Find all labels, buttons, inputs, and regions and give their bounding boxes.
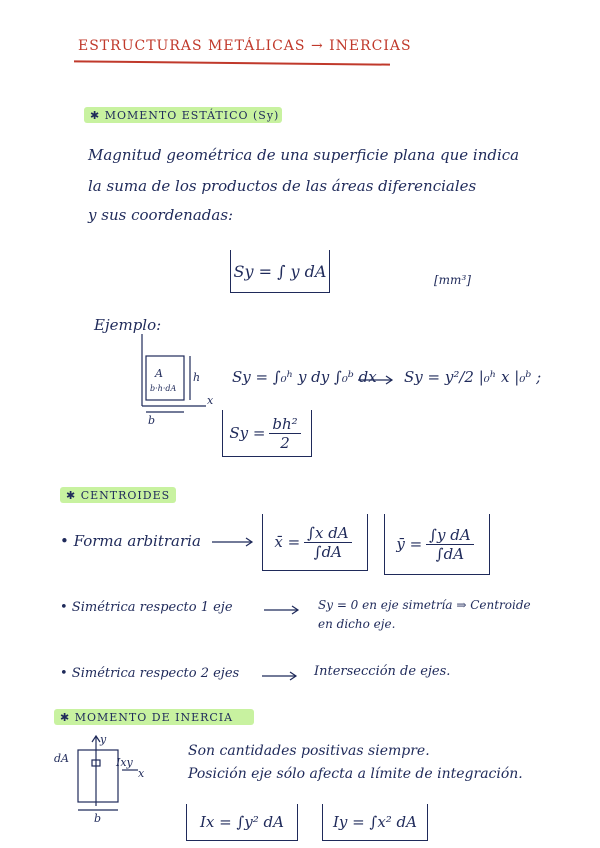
example-result-num: bh² [269,415,300,434]
inertia-dim-b: b [94,812,102,825]
centroid-y-lhs: ȳ = [396,535,423,553]
static-moment-desc-2: la suma de los productos de las áreas diferenciales [88,177,477,195]
page-title: ESTRUCTURAS METÁLICAS → INERCIAS [78,38,412,54]
centroid-item-arbitrary: • Forma arbitraria [60,532,201,550]
example-result-box [222,410,312,457]
static-moment-heading: ✱ MOMENTO ESTÁTICO (Sy) [90,109,280,122]
example-rectangle-diagram [138,334,218,424]
example-evaluation: Sy = y²/2 |₀ʰ x |₀ᵇ ; [404,368,542,386]
inertia-label-x: x [138,767,145,780]
centroid-x-box [262,514,368,571]
centroid-y-den: ∫dA [435,544,465,563]
inertia-label-y: y [100,733,107,746]
example-dim-b: b [148,414,156,427]
centroid-x-lhs: x̄ = [274,533,301,551]
centroid-x-num: ∫x dA [304,524,351,543]
title-underline [74,60,390,65]
inertia-heading: ✱ MOMENTO DE INERCIA [60,711,234,724]
example-label: Ejemplo: [94,316,162,334]
inertia-label-Ixy: Ixy [116,756,133,769]
static-moment-desc-1: Magnitud geométrica de una superficie plana que indica [88,146,520,164]
arrow-icon [212,538,258,548]
centroid-item-one-axis-result-2: en dicho eje. [318,617,396,631]
inertia-note-2: Posición eje sólo afecta a límite de integración. [188,766,523,782]
example-result-lhs: Sy = [229,424,266,442]
ix-formula-box: Ix = ∫y² dA [186,804,298,841]
centroid-item-one-axis: • Simétrica respecto 1 eje [60,600,233,615]
centroid-item-two-axes: • Simétrica respecto 2 ejes [60,666,240,681]
centroid-y-box [384,514,490,575]
static-moment-formula-box: Sy = ∫ y dA [230,250,330,293]
static-moment-unit: [mm³] [434,273,471,287]
example-result-den: 2 [280,433,290,452]
iy-formula-box: Iy = ∫x² dA [322,804,428,841]
centroid-item-one-axis-result-1: Sy = 0 en eje simetría ⇒ Centroide [318,598,531,612]
example-integral: Sy = ∫₀ʰ y dy ∫₀ᵇ dx [232,368,377,386]
centroid-y-num: ∫y dA [426,526,474,545]
centroid-x-den: ∫dA [313,542,343,561]
arrow-icon [358,376,398,386]
example-dim-h: h [193,371,201,384]
centroid-item-two-axes-result: Intersección de ejes. [314,664,451,679]
inertia-section-diagram [52,730,162,820]
example-rect-sub: b·h·dA [150,384,177,393]
inertia-note-1: Son cantidades positivas siempre. [188,743,430,759]
arrow-icon [262,672,302,682]
inertia-label-dA: dA [54,752,69,765]
example-axis-x: x [207,394,214,407]
example-rect-label: A [155,367,163,380]
static-moment-desc-3: y sus coordenadas: [88,206,234,224]
centroids-heading: ✱ CENTROIDES [66,489,171,502]
arrow-icon [264,606,304,616]
